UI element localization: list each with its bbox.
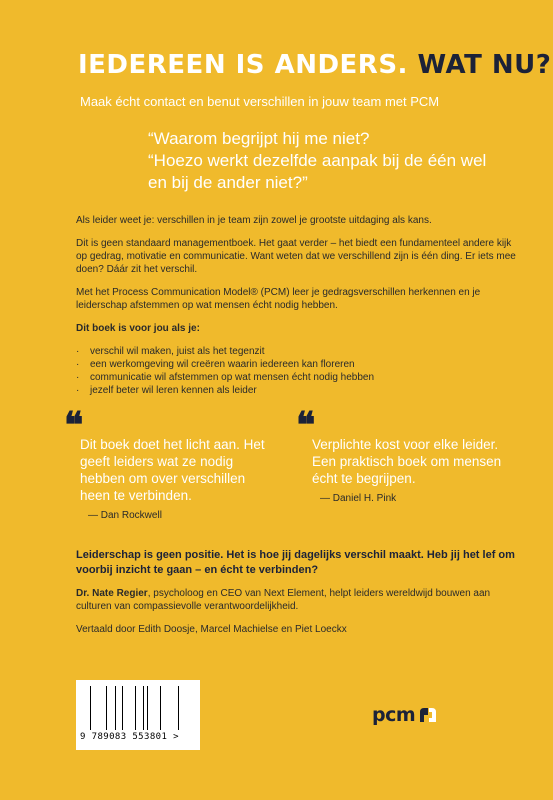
paragraph: Als leider weet je: verschillen in je team zijn zowel je grootste uitdaging als kans. xyxy=(76,215,432,226)
quote-line: en bij de ander niet?” xyxy=(148,173,308,192)
subtitle: Maak écht contact en benut verschillen in jouw team met PCM xyxy=(80,94,440,109)
list-item: · een werkomgeving wil creëren waarin iedereen kan floreren xyxy=(76,358,516,371)
book-title xyxy=(78,50,551,80)
testimonial-text: Verplichte kost voor elke leider. Een praktisch boek om mensen écht te begrijpen. xyxy=(312,437,502,486)
list-item: · verschil wil maken, juist als het tegenzit xyxy=(76,345,516,358)
testimonial xyxy=(64,404,274,521)
closing-statement: Leiderschap is geen positie. Het is hoe jij dagelijks verschil maakt. Heb jij het lef om voorbij inzicht te gaan – en écht te verbinden? xyxy=(76,549,515,576)
pcm-logo-icon xyxy=(418,706,438,724)
testimonial-author: — Dan Rockwell xyxy=(88,510,162,521)
testimonials xyxy=(64,404,504,521)
title-part-1: IEDEREEN IS ANDERS. xyxy=(78,50,408,80)
quote-line: “Hoezo werkt dezelfde aanpak bij de één wel xyxy=(148,151,487,170)
quote-mark-icon: ❝ xyxy=(64,404,84,446)
paragraph: Dit is geen standaard managementboek. Het gaat verder – het biedt een fundamenteel andere kijk op gedrag, motivatie en communicatie. Want weten dat we verschillend zijn is één ding. Er iets mee doen? Dáár zit het verschil. xyxy=(76,238,516,275)
isbn: 9 789083 553801 > xyxy=(80,732,179,742)
barcode-bars xyxy=(90,686,190,730)
author-bio xyxy=(76,587,516,613)
list-item: · jezelf beter wil leren kennen als leider xyxy=(76,384,516,397)
paragraph: Met het Process Communication Model® (PCM) leer je gedragsverschillen herkennen en je leiderschap afstemmen op wat mensen écht nodig hebben. xyxy=(76,287,481,311)
testimonial-author: — Daniel H. Pink xyxy=(320,493,397,504)
title-part-2: WAT NU? xyxy=(417,50,552,80)
quote-line: “Waarom begrijpt hij me niet? xyxy=(148,129,370,148)
translators: Vertaald door Edith Doosje, Marcel Machielse en Piet Loeckx xyxy=(76,624,347,635)
barcode xyxy=(76,680,200,750)
list-item: · communicatie wil afstemmen op wat mensen écht nodig hebben xyxy=(76,371,516,384)
logo-text: pcm xyxy=(372,704,416,726)
author-bio-text: , psycholoog en CEO van Next Element, helpt leiders wereldwijd bouwen aan culturen van compassievolle verantwoordelijkheid. xyxy=(76,588,491,612)
isbn-number: 9 789083 553801 xyxy=(80,732,168,742)
audience-list xyxy=(76,345,516,397)
author-name: Dr. Nate Regier xyxy=(76,588,148,599)
opening-quote xyxy=(148,128,528,194)
body-text xyxy=(76,214,516,397)
testimonial-text: Dit boek doet het licht aan. Het geeft leiders wat ze nodig hebben om over verschillen heen te verbinden. xyxy=(80,437,265,503)
quote-mark-icon: ❝ xyxy=(296,404,316,446)
testimonial xyxy=(296,404,506,504)
publisher-logo xyxy=(372,704,438,726)
list-heading: Dit boek is voor jou als je: xyxy=(76,323,200,334)
